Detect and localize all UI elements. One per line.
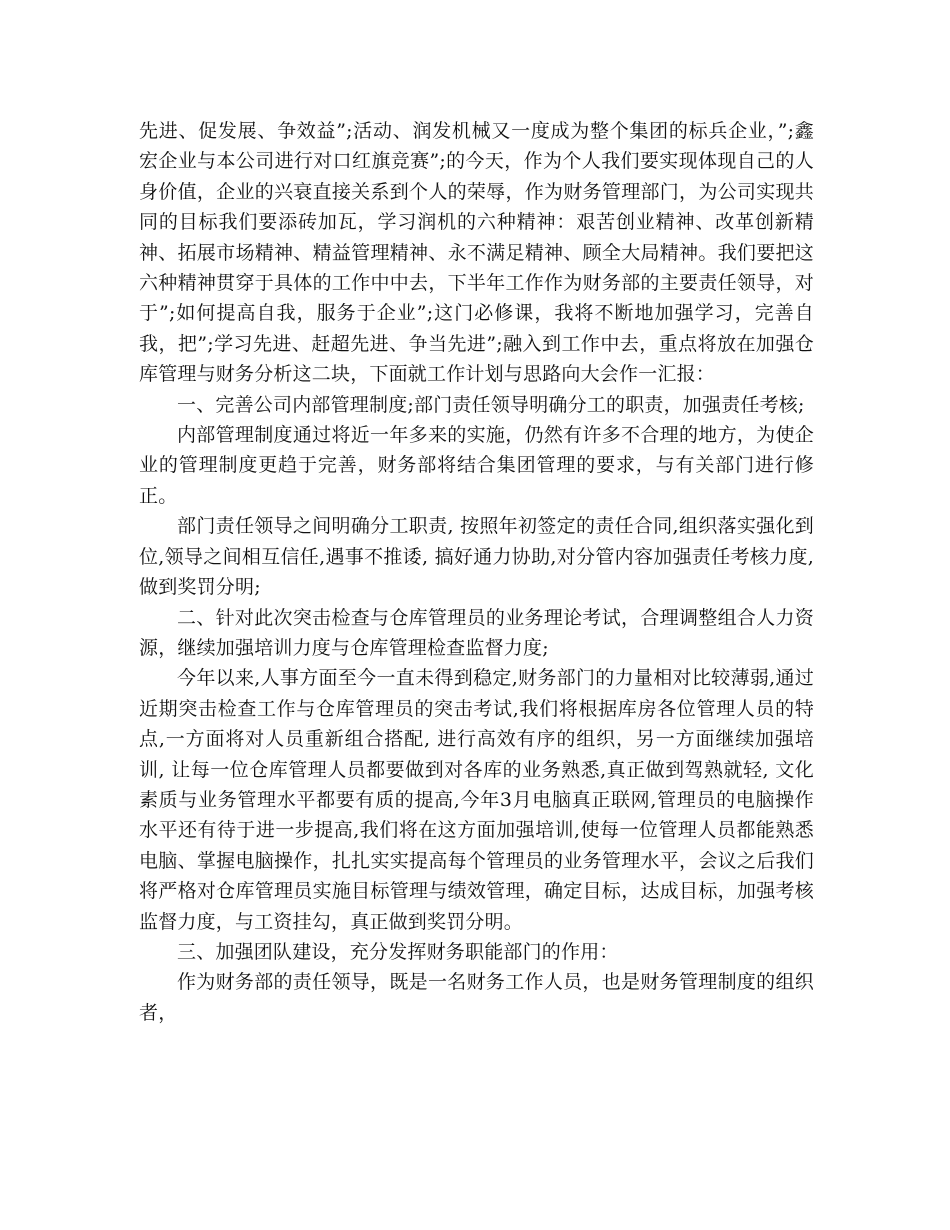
paragraph-3: 部门责任领导之间明确分工职责, 按照年初签定的责任合同,组织落实强化到位,领导之间相互信任,遇事不推诿, 搞好通力协助,对分管内容加强责任考核力度,做到奖罚分明; [139, 515, 814, 599]
paragraph-1: 先进、促发展、争效益”;活动、润发机械又一度成为整个集团的标兵企业，”;鑫宏企业与本公司进行对口红旗竞赛”;的今天，作为个人我们要实现体现自己的人身价值，企业的兴衰直接关系到个人的荣辱，作为财务管理部门，为公司实现共同的目标我们要添砖加瓦，学习润机的六种精神：艰苦创业精神、改革创新精神、拓展市场精神、精益管理精神、永不满足精神、顾全大局精神。我们要把这六种精神贯穿于具体的工作中中去，下半年工作作为财务部的主要责任领导，对于”;如何提高自我，服务于企业”;这门必修课，我将不断地加强学习，完善自我，把”;学习先进、赶超先进、争当先进”;融入到工作中去，重点将放在加强仓库管理与财务分析这二块，下面就工作计划与思路向大会作一汇报： [139, 120, 814, 386]
paragraph-5: 作为财务部的责任领导，既是一名财务工作人员，也是财务管理制度的组织者， [139, 971, 814, 1024]
heading-3-team-building: 三、加强团队建设，充分发挥财务职能部门的作用： [177, 940, 619, 963]
document-body [139, 116, 814, 1028]
paragraph-4: 今年以来,人事方面至今一直未得到稳定,财务部门的力量相对比较薄弱,通过近期突击检查工作与仓库管理员的突击考试,我们将根据库房各位管理人员的特点,一方面将对人员重新组合搭配, 进行高效有序的组织，另一方面继续加强培训, 让每一位仓库管理人员都要做到对各库的业务熟悉,真正做到驾熟就轻, 文化素质与业务管理水平都要有质的提高,今年3月电脑真正联网,管理员的电脑操作水平还有待于进一步提高,我们将在这方面加强培训,使每一位管理人员都能熟悉电脑、掌握电脑操作，扎扎实实提高每个管理员的业务管理水平，会议之后我们将严格对仓库管理员实施目标管理与绩效管理，确定目标，达成目标，加强考核监督力度，与工资挂勾，真正做到奖罚分明。 [139, 667, 814, 933]
heading-2-warehouse-training: 二、针对此次突击检查与仓库管理员的业务理论考试，合理调整组合人力资源，继续加强培训力度与仓库管理检查监督力度; [139, 606, 814, 659]
paragraph-2: 内部管理制度通过将近一年多来的实施，仍然有许多不合理的地方，为使企业的管理制度更趋于完善，财务部将结合集团管理的要求，与有关部门进行修正。 [139, 424, 814, 507]
heading-1-internal-management: 一、完善公司内部管理制度;部门责任领导明确分工的职责，加强责任考核; [177, 393, 805, 416]
